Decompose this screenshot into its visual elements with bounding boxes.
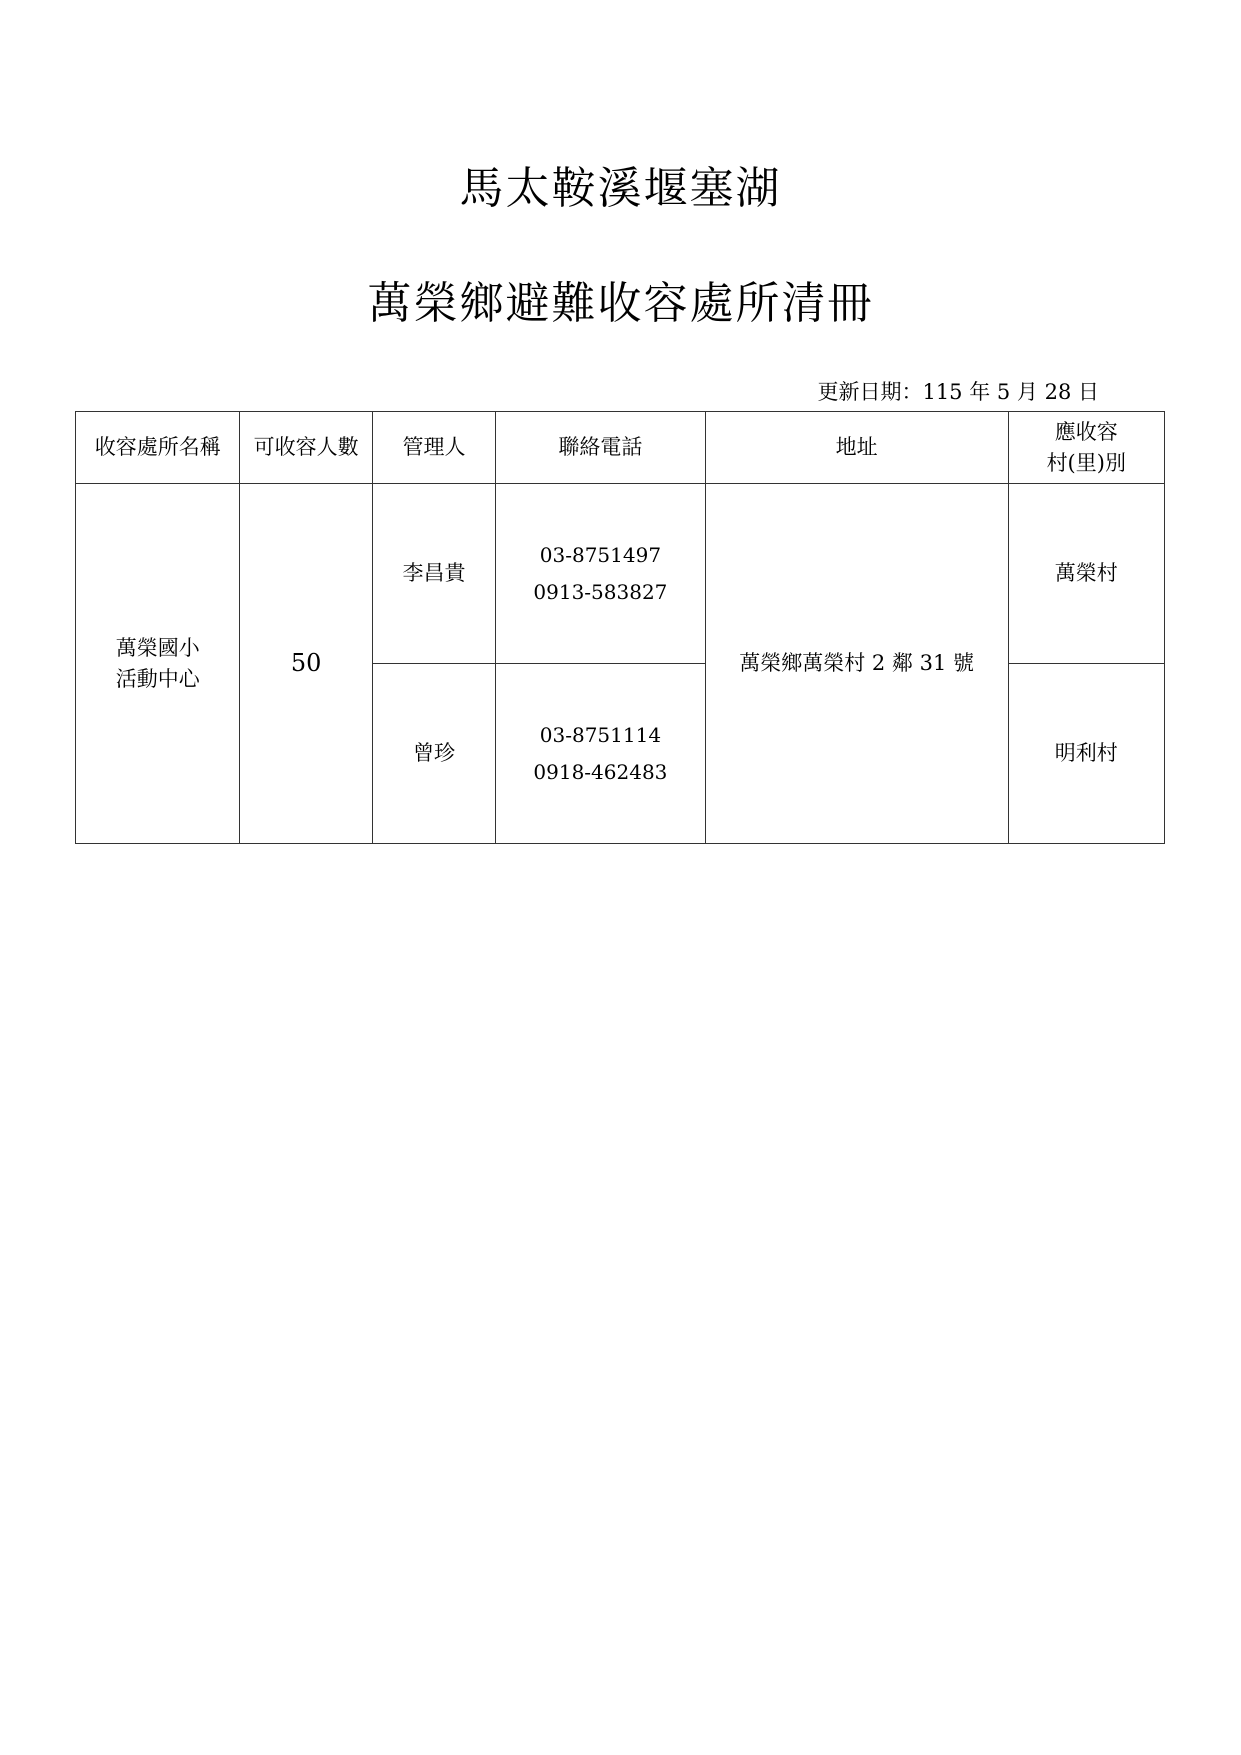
header-village-line2: 村(里)別 (1046, 450, 1126, 475)
address-cell: 萬榮鄉萬榮村 2 鄰 31 號 (705, 484, 1008, 844)
update-date: 更新日期：115 年 5 月 28 日 (817, 380, 1099, 404)
header-village (1008, 412, 1164, 484)
header-address: 地址 (705, 412, 1008, 484)
header-manager: 管理人 (372, 412, 495, 484)
document-subtitle: 萬榮鄉避難收容處所清冊 (367, 278, 874, 329)
phone-landline: 03-8751497 (539, 542, 662, 567)
phone-landline: 03-8751114 (539, 722, 662, 747)
village-cell: 明利村 (1008, 664, 1164, 844)
shelter-table (75, 411, 1165, 844)
phone-cell (496, 664, 706, 844)
header-phone: 聯絡電話 (496, 412, 706, 484)
village-cell: 萬榮村 (1008, 484, 1164, 664)
shelter-name-line1: 萬榮國小 (115, 636, 200, 661)
shelter-name-cell (76, 484, 240, 844)
header-capacity: 可收容人數 (240, 412, 372, 484)
shelter-name-line2: 活動中心 (115, 666, 200, 691)
manager-cell: 曾珍 (372, 664, 495, 844)
table-header-row (76, 412, 1165, 484)
manager-cell: 李昌貴 (372, 484, 495, 664)
phone-cell (496, 484, 706, 664)
header-village-line1: 應收容 (1054, 420, 1118, 445)
phone-mobile: 0913-583827 (533, 579, 668, 604)
header-shelter-name: 收容處所名稱 (76, 412, 240, 484)
table-row (76, 484, 1165, 664)
document-title: 馬太鞍溪堰塞湖 (459, 163, 782, 214)
capacity-cell: 50 (240, 484, 372, 844)
phone-mobile: 0918-462483 (533, 759, 668, 784)
